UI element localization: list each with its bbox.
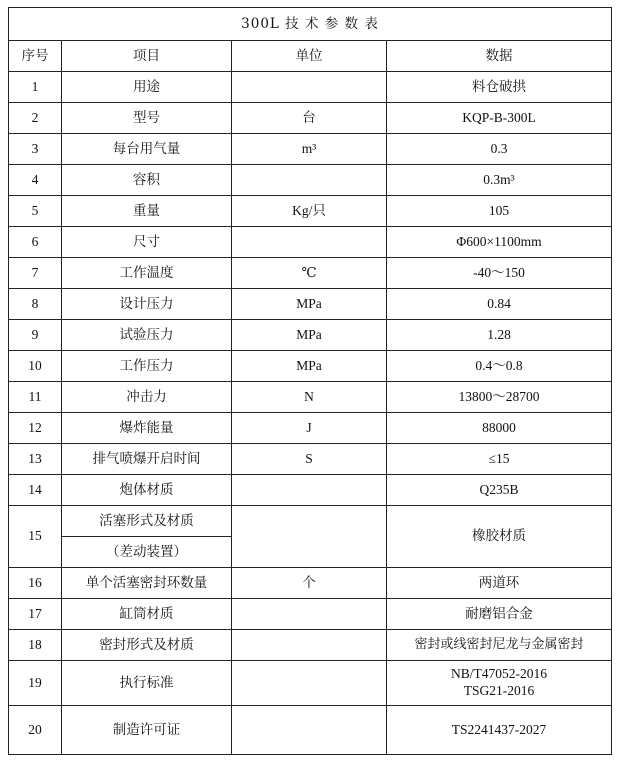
row-value: Q235B [387,475,612,506]
table-row [9,506,612,537]
row-no: 3 [9,134,62,165]
row-unit: MPa [232,351,387,382]
row-value: NB/T47052-2016 [451,666,547,682]
table-row [9,289,612,320]
table-row [9,320,612,351]
row-item: 型号 [62,103,232,134]
row-unit: N [232,382,387,413]
row-unit: 台 [232,103,387,134]
table-row [9,165,612,196]
row-unit [232,475,387,506]
row-no: 13 [9,444,62,475]
row-value: 耐磨铝合金 [387,599,612,630]
row-item: 爆炸能量 [62,413,232,444]
row-no: 19 [9,661,62,706]
row-no: 20 [9,706,62,755]
row-no: 5 [9,196,62,227]
table-row [9,196,612,227]
table-row [9,227,612,258]
table-row [9,630,612,661]
row-no: 1 [9,72,62,103]
table-title: 300L 技 术 参 数 表 [9,8,612,41]
table-row [9,382,612,413]
table-row [9,258,612,289]
row-value: 0.3 [387,134,612,165]
row-item: 工作压力 [62,351,232,382]
table-row [9,413,612,444]
row-item: 每台用气量 [62,134,232,165]
row-unit [232,165,387,196]
table-row [9,599,612,630]
row-unit: 个 [232,568,387,599]
row-unit: S [232,444,387,475]
table-row [9,661,612,706]
spec-table [8,7,612,755]
row-value: 0.3m³ [387,165,612,196]
row-unit: J [232,413,387,444]
row-item: 制造许可证 [62,706,232,755]
table-row [9,444,612,475]
row-value-cell [387,661,612,706]
row-item: 密封形式及材质 [62,630,232,661]
row-unit: ℃ [232,258,387,289]
row-item: 容积 [62,165,232,196]
row-item: 单个活塞密封环数量 [62,568,232,599]
row-no: 7 [9,258,62,289]
row-item: 缸筒材质 [62,599,232,630]
row-no: 18 [9,630,62,661]
row-item: 重量 [62,196,232,227]
table-row [9,72,612,103]
row-no: 17 [9,599,62,630]
row-value: 料仓破拱 [387,72,612,103]
header-no: 序号 [9,41,62,72]
row-item: 尺寸 [62,227,232,258]
row-value: 密封或线密封尼龙与金属密封 [387,630,612,661]
row-unit [232,506,387,568]
row-unit [232,72,387,103]
row-item: 设计压力 [62,289,232,320]
row-value: 0.4～0.8 [387,351,612,382]
row-item: 炮体材质 [62,475,232,506]
row-no: 12 [9,413,62,444]
table-row [9,103,612,134]
table-row [9,568,612,599]
row-value: 13800～28700 [387,382,612,413]
row-no: 15 [9,506,62,568]
row-value: 1.28 [387,320,612,351]
row-value: -40～150 [387,258,612,289]
row-value: 橡胶材质 [387,506,612,568]
row-item: 试验压力 [62,320,232,351]
table-row [9,475,612,506]
row-no: 16 [9,568,62,599]
row-item: 活塞形式及材质 [62,506,232,537]
row-item: 工作温度 [62,258,232,289]
row-no: 9 [9,320,62,351]
row-no: 8 [9,289,62,320]
row-value-line2: TSG21-2016 [463,683,535,698]
row-no: 14 [9,475,62,506]
row-unit [232,227,387,258]
row-value: Φ600×1100mm [387,227,612,258]
row-item: 执行标准 [62,661,232,706]
row-value: 88000 [387,413,612,444]
header-unit: 单位 [232,41,387,72]
row-item: 排气喷爆开启时间 [62,444,232,475]
row-no: 6 [9,227,62,258]
row-unit [232,599,387,630]
row-unit: Kg/只 [232,196,387,227]
row-unit [232,630,387,661]
row-value: TS2241437-2027 [387,706,612,755]
table-row [9,134,612,165]
row-no: 2 [9,103,62,134]
row-unit [232,661,387,706]
table-row [9,351,612,382]
row-no: 4 [9,165,62,196]
row-unit [232,706,387,755]
row-unit: MPa [232,320,387,351]
row-value: 两道环 [387,568,612,599]
row-item: 用途 [62,72,232,103]
row-value: ≤15 [387,444,612,475]
header-item: 项目 [62,41,232,72]
row-item-sub: （差动装置） [62,537,232,568]
table-row [9,706,612,755]
row-unit: MPa [232,289,387,320]
row-unit: m³ [232,134,387,165]
row-value: 105 [387,196,612,227]
row-value: 0.84 [387,289,612,320]
row-no: 11 [9,382,62,413]
header-value: 数据 [387,41,612,72]
row-no: 10 [9,351,62,382]
row-value: KQP-B-300L [387,103,612,134]
row-item: 冲击力 [62,382,232,413]
